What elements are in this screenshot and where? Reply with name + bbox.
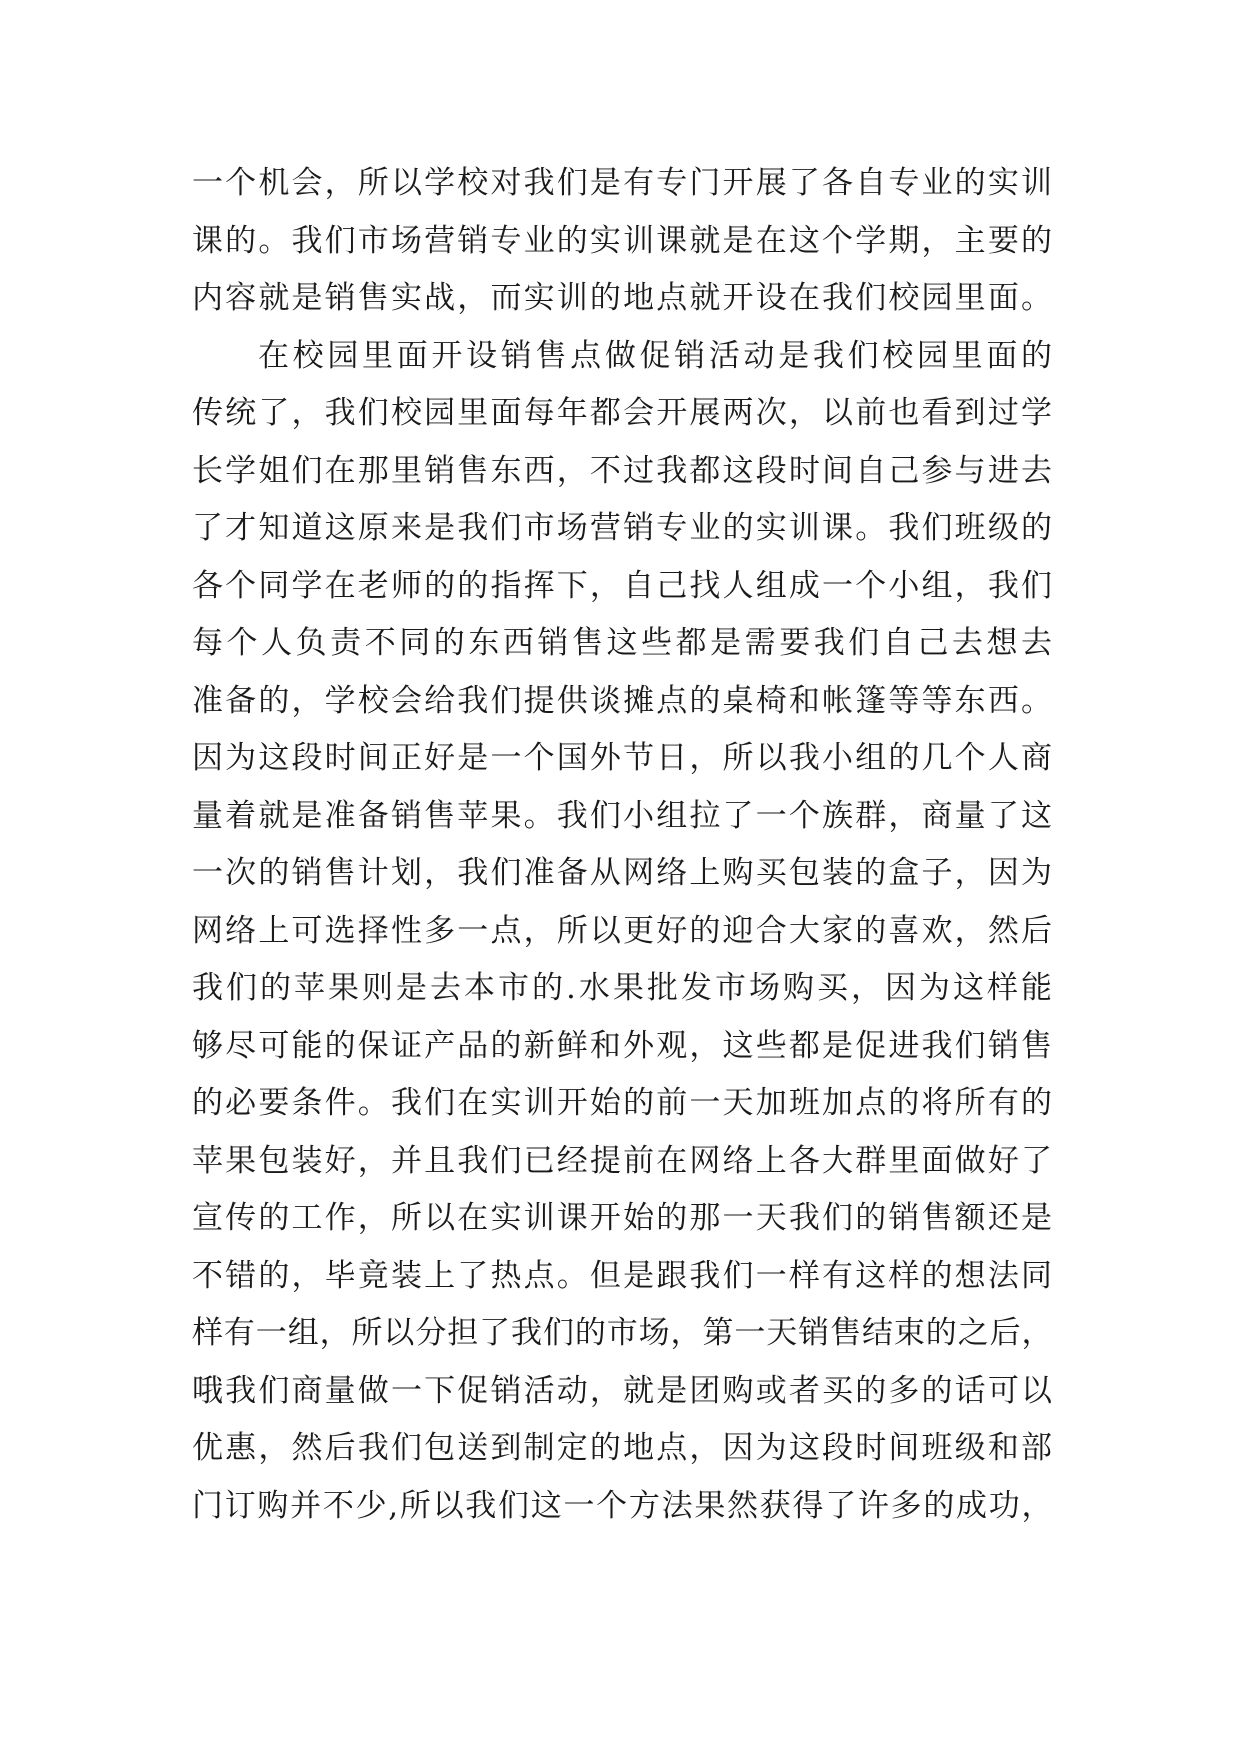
text-line: 宣传的工作，所以在实训课开始的那一天我们的销售额还是: [192, 1200, 1052, 1236]
text-line: 内容就是销售实战，而实训的地点就开设在我们校园里面。: [192, 280, 1052, 316]
text-line: 课的。我们市场营销专业的实训课就是在这个学期，主要的: [192, 222, 1052, 259]
text-line: 够尽可能的保证产品的新鲜和外观，这些都是促进我们销售: [192, 1027, 1052, 1064]
text-line: 传统了，我们校园里面每年都会开展两次，以前也看到过学: [192, 395, 1052, 431]
text-line: 不错的，毕竟装上了热点。但是跟我们一样有这样的想法同: [192, 1257, 1052, 1294]
text-line: 因为这段时间正好是一个国外节日，所以我小组的几个人商: [192, 740, 1052, 776]
text-line: 每个人负责不同的东西销售这些都是需要我们自己去想去: [192, 625, 1052, 661]
text-line: 量着就是准备销售苹果。我们小组拉了一个族群，商量了这: [192, 797, 1052, 834]
text-line: 网络上可选择性多一点，所以更好的迎合大家的喜欢，然后: [192, 912, 1052, 949]
body-text: [192, 155, 1052, 1535]
text-line: 了才知道这原来是我们市场营销专业的实训课。我们班级的: [192, 510, 1052, 546]
text-line: 各个同学在老师的的指挥下，自己找人组成一个小组，我们: [192, 567, 1052, 604]
text-line: 我们的苹果则是去本市的.水果批发市场购买，因为这样能: [192, 970, 1052, 1006]
text-line: 门订购并不少,所以我们这一个方法果然获得了许多的成功，: [192, 1487, 1052, 1524]
text-line: 的必要条件。我们在实训开始的前一天加班加点的将所有的: [192, 1085, 1052, 1121]
text-line: 准备的，学校会给我们提供谈摊点的桌椅和帐篷等等东西。: [192, 682, 1052, 719]
text-line: 一次的销售计划，我们准备从网络上购买包装的盒子，因为: [192, 855, 1052, 891]
paragraph-first-line: 在校园里面开设销售点做促销活动是我们校园里面的: [258, 337, 1052, 374]
text-line: 哦我们商量做一下促销活动，就是团购或者买的多的话可以: [192, 1372, 1052, 1409]
text-line: 样有一组，所以分担了我们的市场，第一天销售结束的之后，: [192, 1315, 1052, 1351]
text-line: 一个机会，所以学校对我们是有专门开展了各自专业的实训: [192, 165, 1052, 201]
text-line: 苹果包装好，并且我们已经提前在网络上各大群里面做好了: [192, 1142, 1052, 1179]
text-line: 长学姐们在那里销售东西，不过我都这段时间自己参与进去: [192, 452, 1052, 489]
text-line: 优惠，然后我们包送到制定的地点，因为这段时间班级和部: [192, 1430, 1052, 1466]
